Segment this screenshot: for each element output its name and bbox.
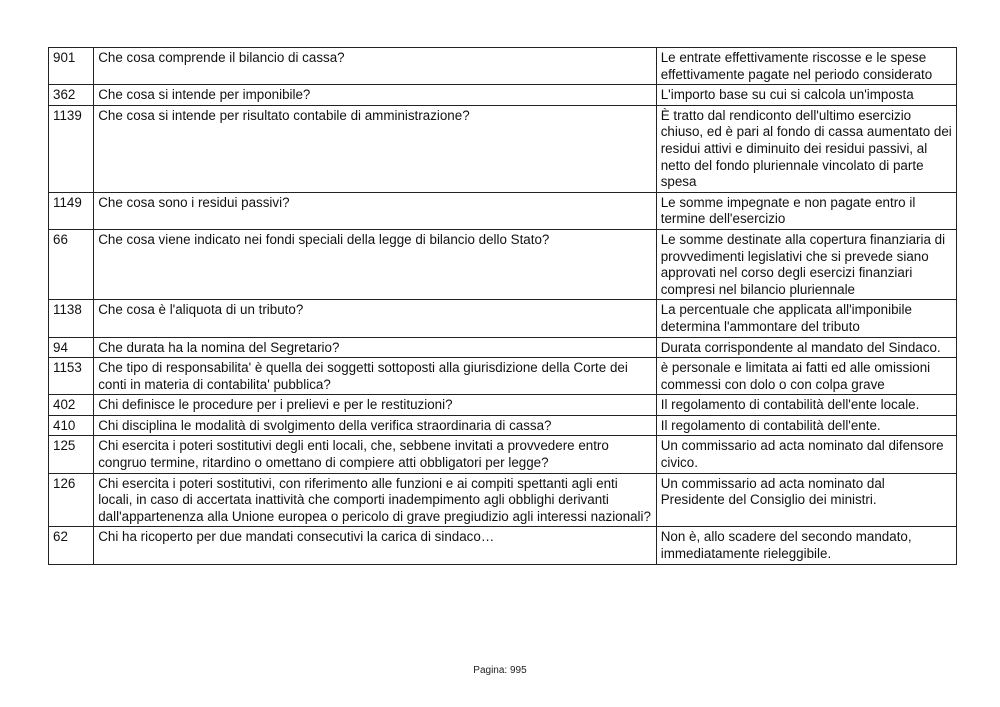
question-id: 1139	[49, 105, 94, 192]
answer-text: Non è, allo scadere del secondo mandato, immediatamente rieleggibile.	[656, 527, 956, 564]
answer-text: È tratto dal rendiconto dell'ultimo esercizio chiuso, ed è pari al fondo di cassa aumentato dei residui attivi e diminuito dei residui passivi, al netto del fondo pluriennale vincolato di parte spesa	[656, 105, 956, 192]
table-row	[49, 527, 957, 564]
table-row	[49, 192, 957, 229]
table-row	[49, 415, 957, 436]
question-id: 126	[49, 473, 94, 527]
answer-text: Un commissario ad acta nominato dal Presidente del Consiglio dei ministri.	[656, 473, 956, 527]
question-text: Chi esercita i poteri sostitutivi degli enti locali, che, sebbene invitati a provvedere entro congruo termine, ritardino o omettano di compiere atti obbligatori per legge?	[94, 436, 656, 473]
question-text: Che durata ha la nomina del Segretario?	[94, 337, 656, 358]
answer-text: Il regolamento di contabilità dell'ente.	[656, 415, 956, 436]
qa-table	[48, 47, 957, 565]
answer-text: Durata corrispondente al mandato del Sindaco.	[656, 337, 956, 358]
answer-text: Il regolamento di contabilità dell'ente locale.	[656, 395, 956, 416]
question-text: Che tipo di responsabilita' è quella dei soggetti sottoposti alla giurisdizione della Corte dei conti in materia di contabilita' pubblica?	[94, 358, 656, 395]
question-id: 125	[49, 436, 94, 473]
answer-text: Le somme impegnate e non pagate entro il termine dell'esercizio	[656, 192, 956, 229]
question-text: Che cosa è l'aliquota di un tributo?	[94, 300, 656, 337]
answer-text: La percentuale che applicata all'imponibile determina l'ammontare del tributo	[656, 300, 956, 337]
question-text: Chi disciplina le modalità di svolgimento della verifica straordinaria di cassa?	[94, 415, 656, 436]
question-id: 410	[49, 415, 94, 436]
table-row	[49, 85, 957, 106]
question-id: 1149	[49, 192, 94, 229]
answer-text: è personale e limitata ai fatti ed alle omissioni commessi con dolo o con colpa grave	[656, 358, 956, 395]
answer-text: Un commissario ad acta nominato dal difensore civico.	[656, 436, 956, 473]
question-id: 66	[49, 229, 94, 299]
table-row	[49, 48, 957, 85]
question-id: 1138	[49, 300, 94, 337]
question-text: Che cosa si intende per imponibile?	[94, 85, 656, 106]
question-text: Che cosa sono i residui passivi?	[94, 192, 656, 229]
question-id: 62	[49, 527, 94, 564]
question-text: Che cosa si intende per risultato contabile di amministrazione?	[94, 105, 656, 192]
table-row	[49, 358, 957, 395]
question-text: Chi esercita i poteri sostitutivi, con riferimento alle funzioni e ai compiti spettanti agli enti locali, in caso di accertata inattività che comporti inadempimento agli obblighi derivanti dall'appartenenza alla Unione europea o pericolo di grave pregiudizio agli interessi nazionali?	[94, 473, 656, 527]
page-number: Pagina: 995	[473, 665, 527, 676]
table-row	[49, 300, 957, 337]
table-row	[49, 436, 957, 473]
question-text: Chi ha ricoperto per due mandati consecutivi la carica di sindaco…	[94, 527, 656, 564]
table-row	[49, 229, 957, 299]
question-id: 94	[49, 337, 94, 358]
table-row	[49, 105, 957, 192]
answer-text: Le somme destinate alla copertura finanziaria di provvedimenti legislativi che si prevede siano approvati nel corso degli esercizi finanziari compresi nel bilancio pluriennale	[656, 229, 956, 299]
answer-text: Le entrate effettivamente riscosse e le spese effettivamente pagate nel periodo considerato	[656, 48, 956, 85]
question-id: 362	[49, 85, 94, 106]
table-row	[49, 473, 957, 527]
question-id: 402	[49, 395, 94, 416]
question-text: Che cosa comprende il bilancio di cassa?	[94, 48, 656, 85]
answer-text: L'importo base su cui si calcola un'imposta	[656, 85, 956, 106]
question-text: Chi definisce le procedure per i prelievi e per le restituzioni?	[94, 395, 656, 416]
question-id: 1153	[49, 358, 94, 395]
question-text: Che cosa viene indicato nei fondi speciali della legge di bilancio dello Stato?	[94, 229, 656, 299]
table-row	[49, 395, 957, 416]
table-row	[49, 337, 957, 358]
question-id: 901	[49, 48, 94, 85]
